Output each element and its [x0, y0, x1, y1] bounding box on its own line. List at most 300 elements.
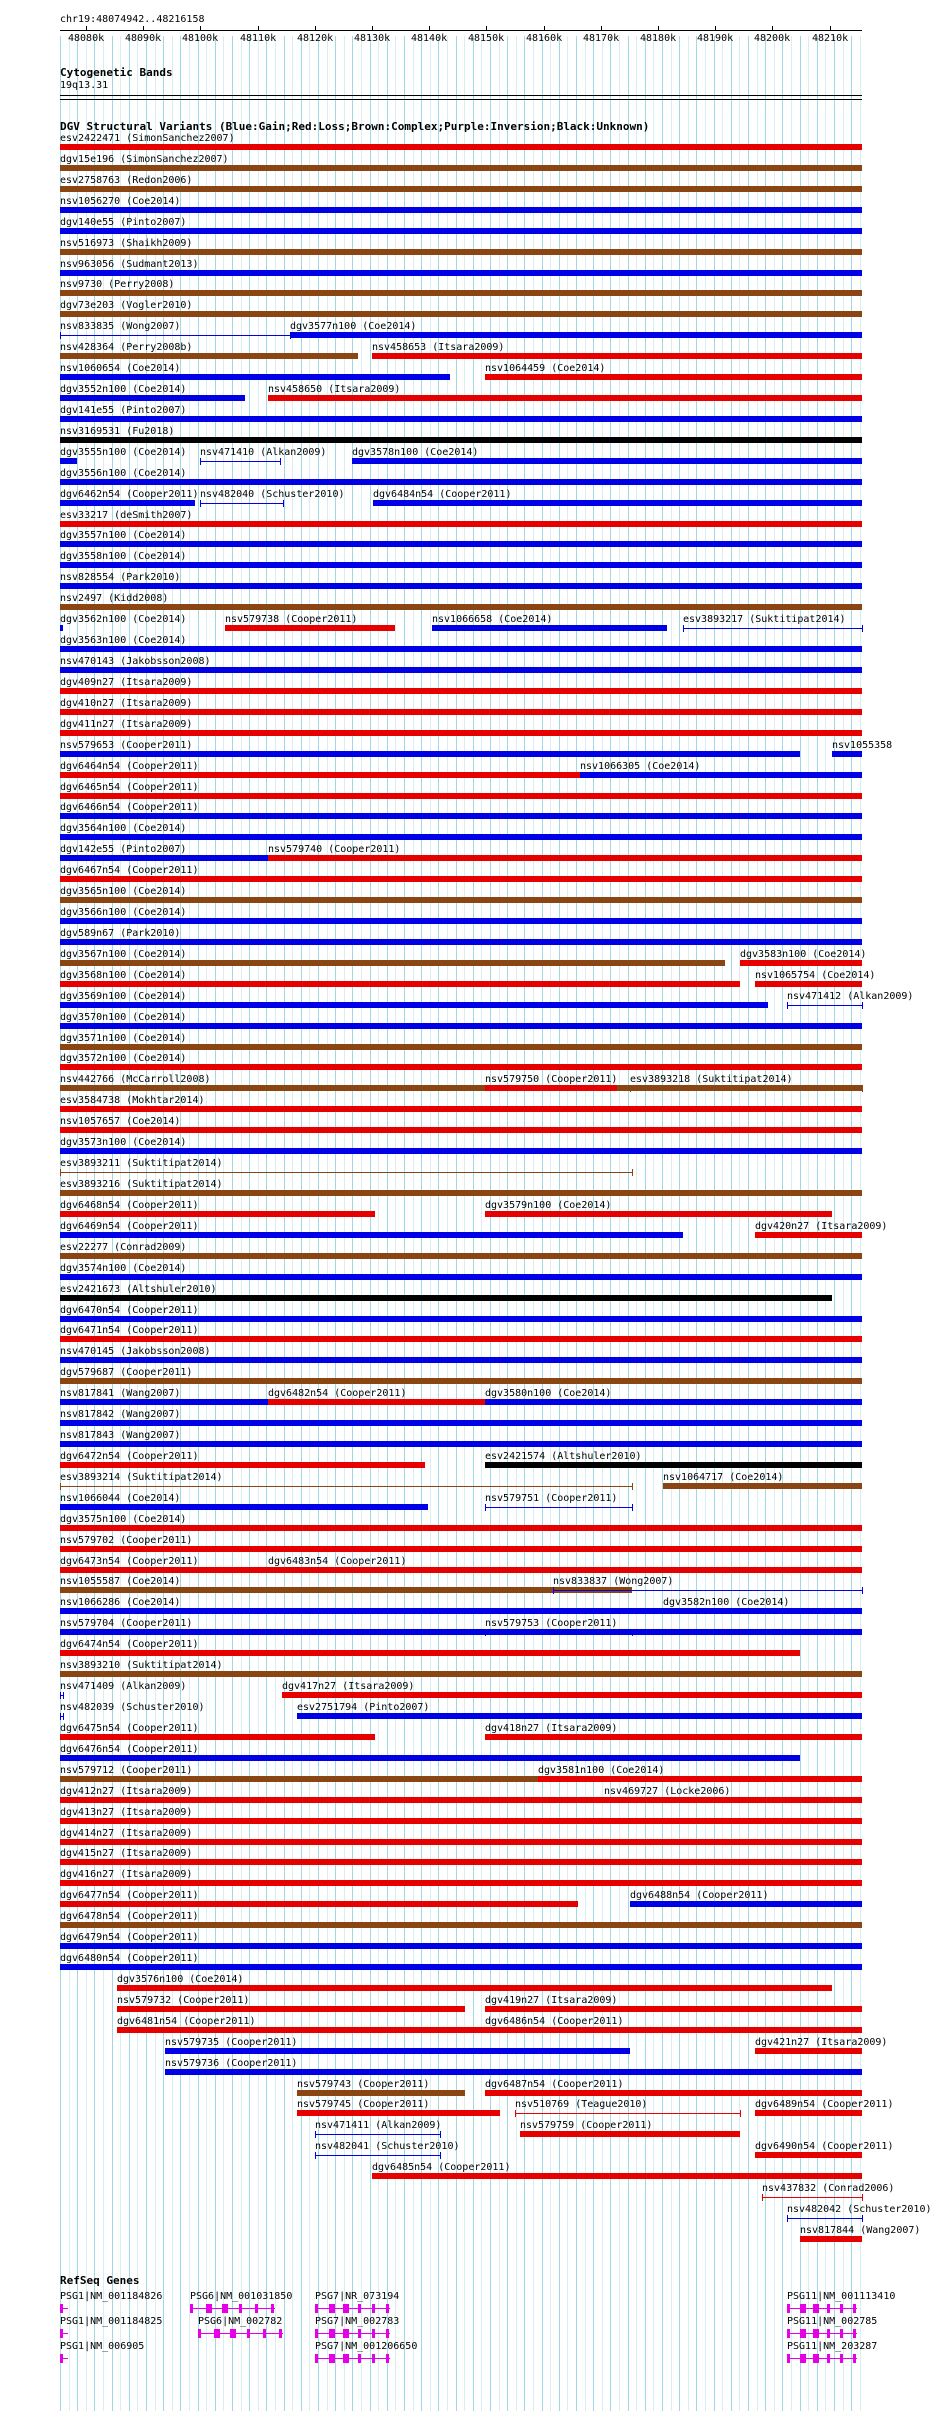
sv-feature-bar[interactable] — [372, 2173, 862, 2179]
sv-feature-label[interactable]: nsv1057657 (Coe2014) — [60, 1116, 181, 1127]
sv-feature-label[interactable]: dgv3582n100 (Coe2014) — [663, 1597, 790, 1608]
sv-feature-bar[interactable] — [60, 1880, 862, 1886]
sv-feature-label[interactable]: esv22277 (Conrad2009) — [60, 1242, 187, 1253]
sv-feature-bar[interactable] — [60, 395, 245, 401]
sv-feature-bar[interactable] — [117, 1985, 832, 1991]
sv-feature-bar[interactable] — [520, 2131, 740, 2137]
sv-feature-label[interactable]: dgv6485n54 (Cooper2011) — [372, 2162, 511, 2173]
sv-feature-bar[interactable] — [60, 751, 800, 757]
sv-feature-bar[interactable] — [485, 1734, 862, 1740]
sv-feature-label[interactable]: dgv418n27 (Itsara2009) — [485, 1723, 618, 1734]
sv-feature-bar[interactable] — [60, 1671, 862, 1677]
sv-feature-bar[interactable] — [60, 1859, 862, 1865]
sv-feature-bar[interactable] — [60, 1922, 862, 1928]
sv-feature-label[interactable]: dgv3556n100 (Coe2014) — [60, 468, 187, 479]
sv-feature-label[interactable]: nsv963056 (Sudmant2013) — [60, 259, 199, 270]
sv-feature-bar[interactable] — [60, 1064, 862, 1070]
sv-feature-bar[interactable] — [372, 353, 862, 359]
sv-feature-label[interactable]: nsv482039 (Schuster2010) — [60, 1702, 205, 1713]
sv-feature-bar[interactable] — [60, 1211, 375, 1217]
sv-feature-label[interactable]: dgv141e55 (Pinto2007) — [60, 405, 187, 416]
sv-feature-label[interactable]: nsv482040 (Schuster2010) — [200, 489, 345, 500]
sv-feature-label[interactable]: dgv3568n100 (Coe2014) — [60, 970, 187, 981]
sv-feature-bar[interactable] — [60, 186, 862, 192]
sv-feature-bar[interactable] — [60, 1295, 832, 1301]
sv-feature-bar[interactable] — [60, 1629, 862, 1635]
sv-feature-label[interactable]: dgv6465n54 (Cooper2011) — [60, 782, 199, 793]
sv-feature-label[interactable]: nsv1066044 (Coe2014) — [60, 1493, 181, 1504]
sv-feature-label[interactable]: dgv3579n100 (Coe2014) — [485, 1200, 612, 1211]
sv-feature-bar[interactable] — [485, 1507, 632, 1508]
sv-feature-bar[interactable] — [268, 1567, 862, 1573]
sv-feature-label[interactable]: esv3893214 (Suktitipat2014) — [60, 1472, 223, 1483]
sv-feature-label[interactable]: dgv6477n54 (Cooper2011) — [60, 1890, 199, 1901]
sv-feature-bar[interactable] — [268, 395, 862, 401]
sv-feature-bar[interactable] — [60, 1336, 862, 1342]
sv-feature-bar[interactable] — [60, 144, 862, 150]
sv-feature-label[interactable]: dgv6483n54 (Cooper2011) — [268, 1556, 407, 1567]
sv-feature-label[interactable]: nsv833837 (Wong2007) — [553, 1576, 674, 1587]
refseq-gene-label[interactable]: PSG11|NM_203287 — [787, 2341, 878, 2352]
sv-feature-bar[interactable] — [60, 1901, 578, 1907]
sv-feature-label[interactable]: nsv579702 (Cooper2011) — [60, 1535, 193, 1546]
sv-feature-bar[interactable] — [60, 709, 862, 715]
sv-feature-bar[interactable] — [60, 311, 862, 317]
sv-feature-bar[interactable] — [60, 1127, 862, 1133]
sv-feature-label[interactable]: dgv6488n54 (Cooper2011) — [630, 1890, 769, 1901]
sv-feature-label[interactable]: dgv6464n54 (Cooper2011) — [60, 761, 199, 772]
sv-feature-bar[interactable] — [60, 521, 862, 527]
sv-feature-bar[interactable] — [60, 583, 862, 589]
sv-feature-label[interactable]: esv3893217 (Suktitipat2014) — [683, 614, 846, 625]
sv-feature-bar[interactable] — [282, 1692, 862, 1698]
refseq-gene-line[interactable] — [787, 2333, 857, 2334]
sv-feature-label[interactable]: dgv6470n54 (Cooper2011) — [60, 1305, 199, 1316]
sv-feature-bar[interactable] — [60, 1776, 545, 1782]
sv-feature-bar[interactable] — [225, 625, 395, 631]
sv-feature-label[interactable]: nsv458650 (Itsara2009) — [268, 384, 401, 395]
sv-feature-bar[interactable] — [60, 1172, 632, 1173]
sv-feature-label[interactable]: dgv6478n54 (Cooper2011) — [60, 1911, 199, 1922]
sv-feature-bar[interactable] — [60, 918, 862, 924]
sv-feature-label[interactable]: nsv471409 (Alkan2009) — [60, 1681, 187, 1692]
sv-feature-label[interactable]: nsv579743 (Cooper2011) — [297, 2079, 430, 2090]
sv-feature-bar[interactable] — [352, 458, 862, 464]
refseq-gene-line[interactable] — [315, 2358, 390, 2359]
sv-feature-label[interactable]: nsv9730 (Perry2008) — [60, 279, 175, 290]
sv-feature-label[interactable]: nsv579653 (Cooper2011) — [60, 740, 193, 751]
sv-feature-label[interactable]: dgv416n27 (Itsara2009) — [60, 1869, 193, 1880]
sv-feature-bar[interactable] — [432, 625, 667, 631]
sv-feature-bar[interactable] — [60, 1504, 428, 1510]
sv-feature-label[interactable]: esv3893218 (Suktitipat2014) — [630, 1074, 793, 1085]
sv-feature-label[interactable]: nsv1064717 (Coe2014) — [663, 1472, 784, 1483]
sv-feature-label[interactable]: dgv3567n100 (Coe2014) — [60, 949, 187, 960]
sv-feature-bar[interactable] — [553, 1590, 862, 1591]
sv-feature-bar[interactable] — [60, 1486, 632, 1487]
sv-feature-bar[interactable] — [315, 2134, 440, 2135]
sv-feature-bar[interactable] — [485, 1211, 832, 1217]
sv-feature-label[interactable]: dgv6462n54 (Cooper2011) — [60, 489, 199, 500]
sv-feature-label[interactable]: nsv428364 (Perry2008b) — [60, 342, 193, 353]
sv-feature-label[interactable]: dgv6484n54 (Cooper2011) — [373, 489, 512, 500]
sv-feature-label[interactable]: nsv579753 (Cooper2011) — [485, 1618, 618, 1629]
sv-feature-label[interactable]: esv33217 (deSmith2007) — [60, 510, 193, 521]
sv-feature-bar[interactable] — [297, 2090, 465, 2096]
sv-feature-bar[interactable] — [60, 562, 862, 568]
sv-feature-label[interactable]: dgv579687 (Cooper2011) — [60, 1367, 193, 1378]
sv-feature-label[interactable]: dgv3562n100 (Coe2014) — [60, 614, 187, 625]
sv-feature-bar[interactable] — [315, 2155, 440, 2156]
sv-feature-bar[interactable] — [60, 646, 862, 652]
sv-feature-bar[interactable] — [485, 1085, 617, 1091]
sv-feature-bar[interactable] — [297, 2110, 500, 2116]
sv-feature-label[interactable]: dgv3566n100 (Coe2014) — [60, 907, 187, 918]
sv-feature-label[interactable]: dgv3578n100 (Coe2014) — [352, 447, 479, 458]
sv-feature-label[interactable]: nsv482041 (Schuster2010) — [315, 2141, 460, 2152]
sv-feature-label[interactable]: dgv3555n100 (Coe2014) — [60, 447, 187, 458]
sv-feature-label[interactable]: dgv409n27 (Itsara2009) — [60, 677, 193, 688]
sv-feature-label[interactable]: dgv15e196 (SimonSanchez2007) — [60, 154, 229, 165]
sv-feature-bar[interactable] — [60, 1253, 862, 1259]
sv-feature-bar[interactable] — [60, 437, 862, 443]
sv-feature-bar[interactable] — [60, 416, 862, 422]
sv-feature-bar[interactable] — [485, 1632, 632, 1633]
sv-feature-bar[interactable] — [755, 2152, 862, 2158]
sv-feature-bar[interactable] — [663, 1608, 862, 1614]
refseq-gene-line[interactable] — [198, 2333, 283, 2334]
refseq-gene-label[interactable]: PSG6|NM_001031850 — [190, 2291, 293, 2302]
sv-feature-bar[interactable] — [60, 1546, 862, 1552]
sv-feature-label[interactable]: dgv6481n54 (Cooper2011) — [117, 2016, 256, 2027]
sv-feature-bar[interactable] — [165, 2048, 630, 2054]
sv-feature-bar[interactable] — [60, 1378, 862, 1384]
sv-feature-label[interactable]: dgv73e203 (Vogler2010) — [60, 300, 193, 311]
refseq-gene-line[interactable] — [787, 2358, 857, 2359]
sv-feature-bar[interactable] — [60, 1274, 862, 1280]
sv-feature-label[interactable]: dgv6476n54 (Cooper2011) — [60, 1744, 199, 1755]
sv-feature-label[interactable]: dgv415n27 (Itsara2009) — [60, 1848, 193, 1859]
sv-feature-label[interactable]: nsv579751 (Cooper2011) — [485, 1493, 618, 1504]
sv-feature-label[interactable]: dgv6480n54 (Cooper2011) — [60, 1953, 199, 1964]
sv-feature-label[interactable]: dgv6479n54 (Cooper2011) — [60, 1932, 199, 1943]
grid-line — [481, 36, 482, 2411]
sv-feature-label[interactable]: nsv1060654 (Coe2014) — [60, 363, 181, 374]
sv-feature-label[interactable]: dgv3564n100 (Coe2014) — [60, 823, 187, 834]
sv-feature-bar[interactable] — [60, 335, 290, 336]
sv-feature-label[interactable]: dgv589n67 (Park2010) — [60, 928, 181, 939]
sv-feature-bar[interactable] — [60, 1964, 862, 1970]
sv-feature-bar[interactable] — [60, 876, 862, 882]
sv-feature-bar[interactable] — [485, 2090, 862, 2096]
sv-feature-bar[interactable] — [60, 730, 862, 736]
refseq-gene-label[interactable]: PSG1|NM_006905 — [60, 2341, 145, 2352]
sv-feature-label[interactable]: dgv419n27 (Itsara2009) — [485, 1995, 618, 2006]
sv-feature-label[interactable]: dgv142e55 (Pinto2007) — [60, 844, 187, 855]
sv-feature-bar[interactable] — [60, 834, 862, 840]
sv-feature-bar[interactable] — [60, 290, 862, 296]
sv-feature-label[interactable]: dgv3565n100 (Coe2014) — [60, 886, 187, 897]
sv-feature-bar[interactable] — [755, 1232, 862, 1238]
sv-feature-label[interactable]: dgv6487n54 (Cooper2011) — [485, 2079, 624, 2090]
sv-feature-label[interactable]: nsv510769 (Teague2010) — [515, 2099, 648, 2110]
sv-feature-label[interactable]: nsv1064459 (Coe2014) — [485, 363, 606, 374]
sv-feature-bar[interactable] — [755, 2048, 862, 2054]
sv-feature-bar[interactable] — [60, 1148, 862, 1154]
sv-feature-label[interactable]: nsv1055587 (Coe2014) — [60, 1576, 181, 1587]
sv-feature-bar[interactable] — [60, 1023, 862, 1029]
sv-feature-bar[interactable] — [832, 751, 862, 757]
sv-feature-label[interactable]: dgv6473n54 (Cooper2011) — [60, 1556, 199, 1567]
sv-feature-bar[interactable] — [200, 503, 283, 504]
sv-feature-label[interactable]: nsv579750 (Cooper2011) — [485, 1074, 618, 1085]
refseq-gene-line[interactable] — [315, 2333, 390, 2334]
sv-feature-bar[interactable] — [60, 667, 862, 673]
sv-feature-bar[interactable] — [60, 1232, 683, 1238]
sv-feature-bar[interactable] — [60, 270, 862, 276]
sv-feature-label[interactable]: dgv3575n100 (Coe2014) — [60, 1514, 187, 1525]
sv-feature-bar[interactable] — [60, 688, 862, 694]
sv-feature-label[interactable]: dgv6468n54 (Cooper2011) — [60, 1200, 199, 1211]
sv-feature-bar[interactable] — [117, 2006, 465, 2012]
sv-feature-label[interactable]: nsv579704 (Cooper2011) — [60, 1618, 193, 1629]
sv-feature-bar[interactable] — [60, 1587, 632, 1593]
sv-feature-bar[interactable] — [60, 1190, 862, 1196]
sv-feature-label[interactable]: dgv3576n100 (Coe2014) — [117, 1974, 244, 1985]
sv-feature-label[interactable]: dgv6474n54 (Cooper2011) — [60, 1639, 199, 1650]
sv-feature-label[interactable]: dgv3572n100 (Coe2014) — [60, 1053, 187, 1064]
sv-feature-label[interactable]: dgv412n27 (Itsara2009) — [60, 1786, 193, 1797]
sv-feature-label[interactable]: nsv469727 (Locke2006) — [604, 1786, 731, 1797]
sv-feature-label[interactable]: nsv437832 (Conrad2006) — [762, 2183, 895, 2194]
sv-feature-label[interactable]: dgv6467n54 (Cooper2011) — [60, 865, 199, 876]
refseq-gene-line[interactable] — [787, 2308, 857, 2309]
sv-feature-bar[interactable] — [297, 1713, 862, 1719]
sv-feature-bar[interactable] — [485, 1399, 862, 1405]
sv-feature-label[interactable]: nsv442766 (McCarroll2008) — [60, 1074, 211, 1085]
sv-feature-label[interactable]: nsv817843 (Wang2007) — [60, 1430, 181, 1441]
sv-feature-label[interactable]: esv2421673 (Altshuler2010) — [60, 1284, 217, 1295]
sv-feature-bar[interactable] — [60, 1441, 862, 1447]
sv-feature-bar[interactable] — [60, 1462, 425, 1468]
sv-feature-bar[interactable] — [290, 332, 862, 338]
sv-feature-label[interactable]: dgv417n27 (Itsara2009) — [282, 1681, 415, 1692]
sv-feature-label[interactable]: nsv579738 (Cooper2011) — [225, 614, 358, 625]
sv-feature-label[interactable]: nsv1066286 (Coe2014) — [60, 1597, 181, 1608]
sv-feature-label[interactable]: nsv579745 (Cooper2011) — [297, 2099, 430, 2110]
sv-feature-bar[interactable] — [60, 625, 63, 631]
sv-feature-label[interactable]: nsv471411 (Alkan2009) — [315, 2120, 442, 2131]
sv-feature-bar[interactable] — [60, 1525, 862, 1531]
sv-feature-bar[interactable] — [60, 249, 862, 255]
sv-feature-label[interactable]: dgv3570n100 (Coe2014) — [60, 1012, 187, 1023]
sv-feature-label[interactable]: nsv482042 (Schuster2010) — [787, 2204, 932, 2215]
sv-feature-bar[interactable] — [373, 500, 862, 506]
sv-feature-label[interactable]: nsv458653 (Itsara2009) — [372, 342, 505, 353]
sv-feature-label[interactable]: dgv6469n54 (Cooper2011) — [60, 1221, 199, 1232]
sv-feature-bar[interactable] — [60, 228, 862, 234]
sv-feature-label[interactable]: dgv3569n100 (Coe2014) — [60, 991, 187, 1002]
sv-feature-bar[interactable] — [60, 479, 862, 485]
sv-feature-bar[interactable] — [755, 2110, 862, 2116]
sv-feature-bar[interactable] — [60, 772, 580, 778]
sv-feature-bar[interactable] — [60, 604, 862, 610]
refseq-gene-label[interactable]: PSG7|NR_073194 — [315, 2291, 400, 2302]
sv-feature-label[interactable]: dgv6471n54 (Cooper2011) — [60, 1325, 199, 1336]
sv-feature-bar[interactable] — [165, 2069, 862, 2075]
sv-feature-bar[interactable] — [60, 207, 862, 213]
sv-feature-label[interactable]: nsv579735 (Cooper2011) — [165, 2037, 298, 2048]
refseq-gene-line[interactable] — [315, 2308, 390, 2309]
sv-feature-bar[interactable] — [60, 1357, 862, 1363]
sv-feature-label[interactable]: esv2421574 (Altshuler2010) — [485, 1451, 642, 1462]
sv-feature-label[interactable]: dgv6486n54 (Cooper2011) — [485, 2016, 624, 2027]
sv-feature-label[interactable]: nsv817844 (Wang2007) — [800, 2225, 921, 2236]
sv-feature-bar[interactable] — [485, 1462, 862, 1468]
sv-feature-bar[interactable] — [60, 939, 862, 945]
sv-feature-label[interactable]: dgv3577n100 (Coe2014) — [290, 321, 417, 332]
sv-feature-label[interactable]: nsv3893210 (Suktitipat2014) — [60, 1660, 223, 1671]
sv-feature-bar[interactable] — [200, 461, 280, 462]
sv-feature-label[interactable]: nsv471410 (Alkan2009) — [200, 447, 327, 458]
sv-feature-label[interactable]: dgv6466n54 (Cooper2011) — [60, 802, 199, 813]
refseq-gene-label[interactable]: PSG7|NM_001206650 — [315, 2341, 418, 2352]
sv-feature-label[interactable]: nsv1056270 (Coe2014) — [60, 196, 181, 207]
sv-feature-bar[interactable] — [60, 897, 862, 903]
sv-feature-label[interactable]: dgv6475n54 (Cooper2011) — [60, 1723, 199, 1734]
sv-feature-label[interactable]: dgv6472n54 (Cooper2011) — [60, 1451, 199, 1462]
sv-feature-label[interactable]: nsv471412 (Alkan2009) — [787, 991, 914, 1002]
sv-feature-label[interactable]: esv2751794 (Pinto2007) — [297, 1702, 430, 1713]
sv-feature-bar[interactable] — [787, 2218, 862, 2219]
sv-feature-bar[interactable] — [60, 353, 358, 359]
sv-feature-bar[interactable] — [604, 1797, 862, 1803]
sv-feature-bar[interactable] — [663, 1483, 862, 1489]
sv-feature-bar[interactable] — [60, 1755, 800, 1761]
sv-feature-label[interactable]: esv3584738 (Mokhtar2014) — [60, 1095, 205, 1106]
sv-feature-bar[interactable] — [268, 855, 862, 861]
sv-feature-label[interactable]: dgv3571n100 (Coe2014) — [60, 1033, 187, 1044]
sv-feature-bar[interactable] — [60, 1818, 862, 1824]
sv-feature-label[interactable]: nsv833835 (Wong2007) — [60, 321, 181, 332]
sv-feature-bar[interactable] — [60, 960, 725, 966]
sv-feature-label[interactable]: dgv3581n100 (Coe2014) — [538, 1765, 665, 1776]
sv-feature-bar[interactable] — [60, 1316, 862, 1322]
sv-feature-bar[interactable] — [60, 1734, 375, 1740]
sv-feature-label[interactable]: esv3893211 (Suktitipat2014) — [60, 1158, 223, 1169]
sv-feature-label[interactable]: dgv3557n100 (Coe2014) — [60, 530, 187, 541]
sv-feature-label[interactable]: dgv6482n54 (Cooper2011) — [268, 1388, 407, 1399]
sv-feature-bar[interactable] — [60, 1106, 862, 1112]
sv-feature-label[interactable]: dgv6489n54 (Cooper2011) — [755, 2099, 894, 2110]
sv-feature-label[interactable]: nsv579740 (Cooper2011) — [268, 844, 401, 855]
sv-feature-label[interactable]: dgv3552n100 (Coe2014) — [60, 384, 187, 395]
sv-feature-bar[interactable] — [60, 1044, 862, 1050]
sv-feature-label[interactable]: nsv2497 (Kidd2008) — [60, 593, 169, 604]
sv-feature-bar[interactable] — [60, 541, 862, 547]
sv-feature-bar[interactable] — [60, 1650, 800, 1656]
sv-feature-label[interactable]: nsv1065754 (Coe2014) — [755, 970, 876, 981]
sv-feature-bar[interactable] — [800, 2236, 862, 2242]
sv-feature-label[interactable]: nsv1066305 (Coe2014) — [580, 761, 701, 772]
sv-feature-label[interactable]: dgv3573n100 (Coe2014) — [60, 1137, 187, 1148]
sv-feature-bar[interactable] — [60, 1839, 862, 1845]
sv-feature-label[interactable]: nsv1066658 (Coe2014) — [432, 614, 553, 625]
sv-feature-label[interactable]: dgv411n27 (Itsara2009) — [60, 719, 193, 730]
sv-feature-bar[interactable] — [538, 1776, 862, 1782]
sv-feature-bar[interactable] — [60, 458, 77, 464]
sv-feature-label[interactable]: dgv413n27 (Itsara2009) — [60, 1807, 193, 1818]
sv-feature-label[interactable]: dgv3580n100 (Coe2014) — [485, 1388, 612, 1399]
sv-feature-label[interactable]: dgv3563n100 (Coe2014) — [60, 635, 187, 646]
sv-feature-label[interactable]: dgv3558n100 (Coe2014) — [60, 551, 187, 562]
sv-feature-bar[interactable] — [60, 793, 862, 799]
sv-feature-bar[interactable] — [580, 772, 862, 778]
sv-feature-bar[interactable] — [630, 1901, 862, 1907]
sv-feature-label[interactable]: dgv421n27 (Itsara2009) — [755, 2037, 888, 2048]
refseq-gene-label[interactable]: PSG6|NM_002782 — [198, 2316, 283, 2327]
sv-feature-bar[interactable] — [60, 374, 450, 380]
sv-feature-bar[interactable] — [762, 2197, 862, 2198]
sv-feature-bar[interactable] — [485, 374, 862, 380]
sv-feature-label[interactable]: nsv3169531 (Fu2018) — [60, 426, 175, 437]
refseq-gene-label[interactable]: PSG11|NM_001113410 — [787, 2291, 896, 2302]
sv-feature-label[interactable]: nsv1055358 — [832, 740, 893, 751]
sv-feature-bar[interactable] — [787, 1005, 862, 1006]
sv-feature-label[interactable]: dgv140e55 (Pinto2007) — [60, 217, 187, 228]
sv-feature-bar[interactable] — [683, 628, 862, 629]
sv-feature-bar[interactable] — [515, 2113, 740, 2114]
sv-feature-bar[interactable] — [60, 1943, 862, 1949]
sv-feature-bar[interactable] — [630, 1088, 862, 1089]
refseq-gene-label[interactable]: PSG1|NM_001184826 — [60, 2291, 163, 2302]
sv-feature-label[interactable]: nsv579712 (Cooper2011) — [60, 1765, 193, 1776]
sv-feature-bar[interactable] — [485, 2027, 862, 2033]
sv-feature-bar[interactable] — [485, 2006, 862, 2012]
sv-feature-label[interactable]: nsv516973 (Shaikh2009) — [60, 238, 193, 249]
sv-feature-label[interactable]: nsv828554 (Park2010) — [60, 572, 181, 583]
sv-feature-label[interactable]: esv3893216 (Suktitipat2014) — [60, 1179, 223, 1190]
sv-feature-label[interactable]: esv2758763 (Redon2006) — [60, 175, 193, 186]
sv-feature-bar[interactable] — [60, 813, 862, 819]
sv-feature-label[interactable]: dgv3574n100 (Coe2014) — [60, 1263, 187, 1274]
sv-feature-bar[interactable] — [60, 165, 862, 171]
sv-feature-label[interactable]: dgv420n27 (Itsara2009) — [755, 1221, 888, 1232]
sv-feature-bar[interactable] — [740, 960, 862, 966]
sv-feature-bar[interactable] — [60, 1420, 862, 1426]
sv-feature-bar[interactable] — [60, 981, 740, 987]
sv-feature-label[interactable]: nsv579736 (Cooper2011) — [165, 2058, 298, 2069]
refseq-gene-label[interactable]: PSG7|NM_002783 — [315, 2316, 400, 2327]
sv-feature-label[interactable]: nsv817842 (Wang2007) — [60, 1409, 181, 1420]
sv-feature-label[interactable]: nsv817841 (Wang2007) — [60, 1388, 181, 1399]
refseq-gene-label[interactable]: PSG11|NM_002785 — [787, 2316, 878, 2327]
sv-feature-label[interactable]: esv2422471 (SimonSanchez2007) — [60, 133, 235, 144]
sv-feature-label[interactable]: nsv579732 (Cooper2011) — [117, 1995, 250, 2006]
refseq-gene-label[interactable]: PSG1|NM_001184825 — [60, 2316, 163, 2327]
sv-feature-label[interactable]: dgv3583n100 (Coe2014) — [740, 949, 867, 960]
sv-feature-bar[interactable] — [60, 500, 195, 506]
sv-feature-bar[interactable] — [60, 1002, 768, 1008]
sv-feature-label[interactable]: dgv410n27 (Itsara2009) — [60, 698, 193, 709]
sv-feature-label[interactable]: nsv579759 (Cooper2011) — [520, 2120, 653, 2131]
sv-feature-label[interactable]: dgv6490n54 (Cooper2011) — [755, 2141, 894, 2152]
refseq-gene-line[interactable] — [190, 2308, 275, 2309]
sv-feature-bar[interactable] — [755, 981, 862, 987]
sv-feature-label[interactable]: nsv470143 (Jakobsson2008) — [60, 656, 211, 667]
sv-feature-label[interactable]: dgv414n27 (Itsara2009) — [60, 1828, 193, 1839]
sv-feature-label[interactable]: nsv470145 (Jakobsson2008) — [60, 1346, 211, 1357]
